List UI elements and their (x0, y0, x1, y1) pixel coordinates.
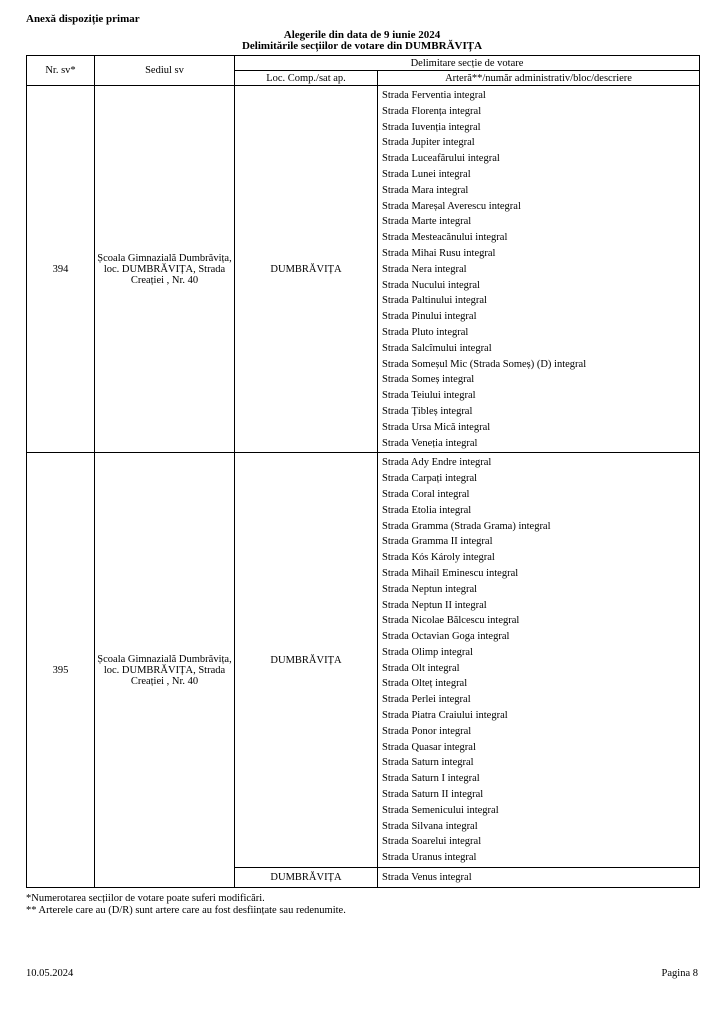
list-item: Strada Someșul Mic (Strada Someș) (D) integral (382, 358, 587, 370)
footnote: *Numerotarea secțiilor de votare poate suferi modificări. (26, 893, 265, 904)
list-item: Strada Saturn I integral (382, 773, 480, 785)
list-item: Strada Olimp integral (382, 646, 473, 658)
list-item: Strada Octavian Goga integral (382, 631, 510, 643)
list-item: Strada Florența integral (382, 105, 482, 117)
document-title: Alegerile din data de 9 iunie 2024 (283, 29, 441, 41)
footnote: ** Arterele care au (D/R) sunt artere care au fost desființate sau redenumite. (26, 904, 346, 916)
list-item: Strada Gramma (Strada Grama) integral (382, 520, 551, 532)
list-item: Strada Kós Károly integral (382, 552, 495, 564)
list-item: Strada Marte integral (382, 216, 472, 228)
list-item: Strada Nicolae Bălcescu integral (382, 615, 520, 627)
street-list (378, 453, 700, 868)
list-item: Strada Lunei integral (382, 168, 471, 180)
list-item: Strada Paltinului integral (382, 295, 487, 307)
list-item: Strada Neptun integral (382, 583, 478, 595)
list-item: Strada Ady Endre integral (382, 457, 492, 469)
station-address: Școala Gimnazială Dumbrăvița, loc. DUMBRĂVIȚA, Strada Creației , Nr. 40 (95, 453, 235, 888)
street-list (378, 86, 700, 453)
list-item: Strada Olteț integral (382, 678, 468, 690)
list-item: Strada Semenicului integral (382, 804, 499, 816)
list-item: Strada Ponor integral (382, 725, 472, 737)
list-item: Strada Saturn integral (382, 757, 474, 769)
list-item: Strada Pluto integral (382, 326, 469, 338)
table-row (27, 453, 700, 868)
list-item: Strada Gramma II integral (382, 536, 493, 548)
header-nr: Nr. sv* (27, 56, 95, 86)
list-item: Strada Olt integral (382, 662, 460, 674)
footnotes (26, 893, 346, 916)
header-artera: Arteră**/număr administrativ/bloc/descriere (378, 71, 700, 86)
list-item: Strada Silvana integral (382, 820, 478, 832)
list-item: Strada Someș integral (382, 374, 475, 386)
header-loc: Loc. Comp./sat ap. (235, 71, 378, 86)
list-item: Strada Luceafărului integral (382, 153, 500, 165)
list-item: Strada Salcîmului integral (382, 342, 492, 354)
list-item: Strada Mara integral (382, 184, 469, 196)
station-locality: DUMBRĂVIȚA (235, 868, 378, 888)
station-locality: DUMBRĂVIȚA (235, 453, 378, 868)
list-item: Strada Soarelui integral (382, 836, 482, 848)
list-item: Strada Mihail Eminescu integral (382, 567, 519, 579)
list-item: Strada Uranus integral (382, 852, 477, 864)
list-item: Strada Ferventia integral (382, 90, 486, 101)
list-item: Strada Saturn II integral (382, 789, 484, 801)
document-titles (26, 30, 698, 52)
list-item: Strada Carpați integral (382, 473, 478, 485)
document-subtitle: Delimitările secțiilor de votare din DUMBRĂVIȚA (241, 40, 483, 52)
list-item: Strada Teiului integral (382, 390, 476, 402)
list-item: Strada Mareșal Averescu integral (382, 200, 521, 212)
header-delimitare: Delimitare secție de votare (235, 56, 700, 71)
station-address: Școala Gimnazială Dumbrăvița, loc. DUMBRĂVIȚA, Strada Creației , Nr. 40 (95, 86, 235, 453)
list-item: Strada Veneția integral (382, 437, 478, 449)
polling-stations-table (26, 55, 700, 888)
station-locality: DUMBRĂVIȚA (235, 86, 378, 453)
station-number: 395 (27, 453, 95, 888)
list-item: Strada Iuvenția integral (382, 121, 481, 133)
list-item: Strada Ursa Mică integral (382, 421, 491, 433)
list-item: Strada Mesteacănului integral (382, 232, 508, 244)
header-sediu: Sediul sv (95, 56, 235, 86)
page-number: Pagina 8 (661, 968, 698, 979)
list-item: Strada Mihai Rusu integral (382, 247, 496, 259)
list-item: Strada Țibleș integral (382, 405, 473, 417)
list-item: Strada Piatra Craiului integral (382, 710, 508, 722)
list-item: Strada Pinului integral (382, 311, 477, 323)
list-item: Strada Etolia integral (382, 504, 472, 516)
list-item: Strada Nera integral (382, 263, 467, 275)
table-row (27, 86, 700, 453)
annex-label: Anexă dispoziție primar (26, 13, 140, 25)
list-item: Strada Coral integral (382, 488, 470, 500)
list-item: Strada Jupiter integral (382, 137, 475, 149)
footer-date: 10.05.2024 (26, 968, 74, 979)
station-number: 394 (27, 86, 95, 453)
list-item: Strada Venus integral (378, 868, 700, 888)
list-item: Strada Quasar integral (382, 741, 476, 753)
list-item: Strada Nucului integral (382, 279, 480, 291)
list-item: Strada Perlei integral (382, 694, 471, 706)
list-item: Strada Neptun II integral (382, 599, 487, 611)
